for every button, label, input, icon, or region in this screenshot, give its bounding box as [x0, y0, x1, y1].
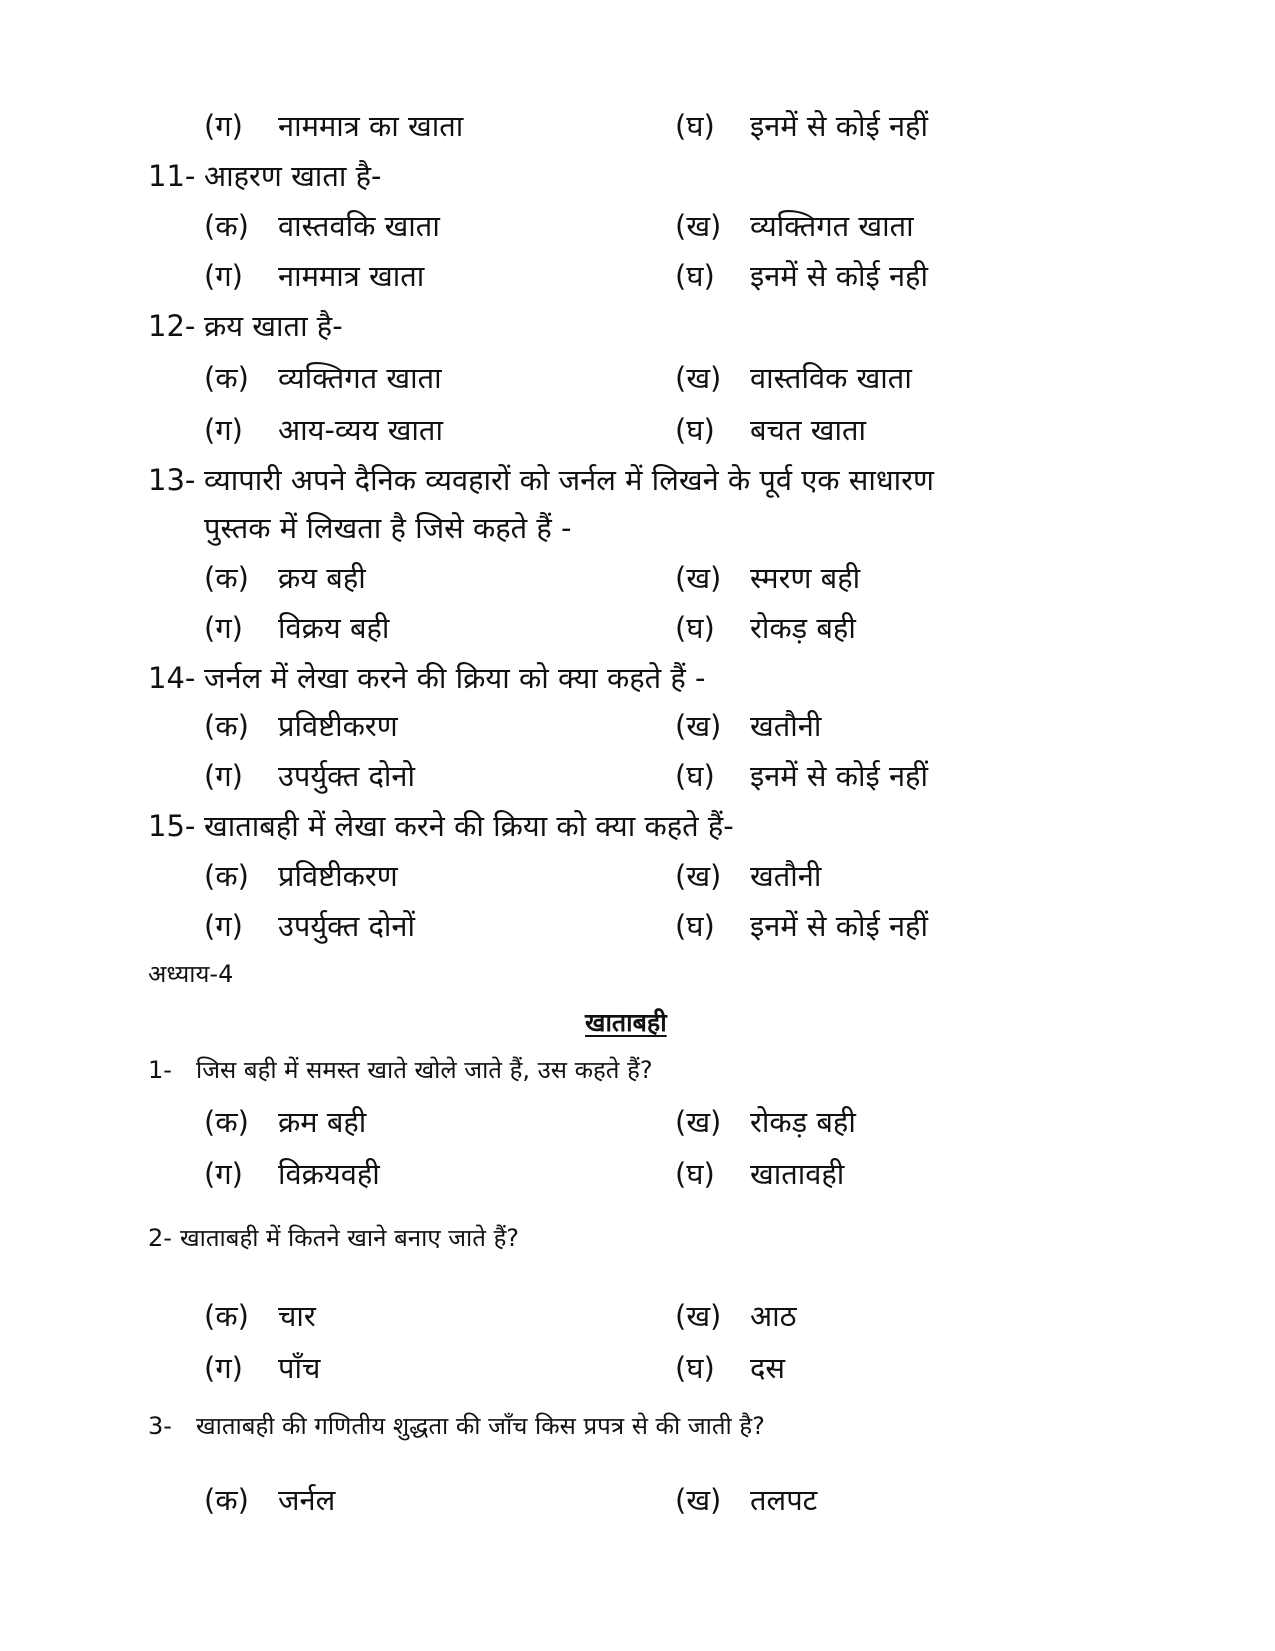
- option-mark: (ख): [675, 561, 722, 595]
- option-text: बचत खाता: [750, 413, 866, 447]
- question-number: 13-: [148, 463, 196, 497]
- question-number: 15-: [148, 809, 196, 843]
- option-mark: (क): [204, 209, 249, 243]
- option-mark: (ख): [675, 1105, 722, 1139]
- question-text-continued: पुस्तक में लिखता है जिसे कहते हैं -: [204, 511, 572, 545]
- option-mark: (क): [204, 1483, 249, 1517]
- option-text: व्यक्तिगत खाता: [750, 209, 914, 243]
- option-text: खतौनी: [750, 859, 822, 893]
- option-mark: (क): [204, 361, 249, 395]
- chapter-label: अध्याय-4: [148, 960, 234, 988]
- question-text: व्यापारी अपने दैनिक व्यवहारों को जर्नल में लिखने के पूर्व एक साधारण: [204, 463, 935, 497]
- option-text: वास्तविक खाता: [750, 361, 912, 395]
- option-mark: (ख): [675, 859, 722, 893]
- option-mark: (घ): [675, 413, 715, 447]
- option-mark: (ग): [204, 109, 243, 143]
- option-text: इनमें से कोई नहीं: [750, 909, 928, 943]
- option-mark: (घ): [675, 109, 715, 143]
- option-text: रोकड़ बही: [750, 611, 856, 645]
- option-mark: (ग): [204, 1351, 243, 1385]
- option-mark: (क): [204, 1299, 249, 1333]
- option-mark: (ग): [204, 759, 243, 793]
- option-text: चार: [278, 1299, 316, 1333]
- section-heading: खाताबही: [585, 1008, 667, 1037]
- option-text: आठ: [750, 1299, 797, 1333]
- option-text: उपर्युक्त दोनों: [278, 909, 415, 943]
- option-mark: (घ): [675, 759, 715, 793]
- question-text: जर्नल में लेखा करने की क्रिया को क्या कहते हैं -: [204, 661, 706, 695]
- option-mark: (क): [204, 859, 249, 893]
- question-number: 3-: [148, 1412, 172, 1440]
- option-text: क्रय बही: [278, 561, 366, 595]
- option-mark: (ग): [204, 611, 243, 645]
- option-mark: (ख): [675, 209, 722, 243]
- option-text: प्रविष्टीकरण: [278, 709, 398, 743]
- option-text: प्रविष्टीकरण: [278, 859, 398, 893]
- question-text: क्रय खाता है-: [204, 309, 343, 343]
- question-number: 12-: [148, 309, 196, 343]
- option-mark: (ख): [675, 1299, 722, 1333]
- option-text: उपर्युक्त दोनो: [278, 759, 415, 793]
- option-text: नाममात्र खाता: [278, 259, 425, 293]
- option-mark: (घ): [675, 909, 715, 943]
- option-mark: (ख): [675, 361, 722, 395]
- question-text: खाताबही में कितने खाने बनाए जाते हैं?: [180, 1224, 520, 1252]
- option-text: पाँच: [278, 1351, 321, 1385]
- option-mark: (ग): [204, 909, 243, 943]
- option-text: इनमें से कोई नहीं: [750, 109, 928, 143]
- option-mark: (क): [204, 561, 249, 595]
- option-text: स्मरण बही: [750, 561, 861, 595]
- option-text: नाममात्र का खाता: [278, 109, 464, 143]
- option-text: खतौनी: [750, 709, 822, 743]
- option-text: विक्रय बही: [278, 611, 390, 645]
- option-mark: (ग): [204, 1157, 243, 1191]
- question-text: खाताबही की गणितीय शुद्धता की जाँच किस प्रपत्र से की जाती है?: [196, 1412, 765, 1440]
- option-text: जर्नल: [278, 1483, 336, 1517]
- option-text: इनमें से कोई नही: [750, 259, 928, 293]
- option-text: आय-व्यय खाता: [278, 413, 443, 447]
- option-text: तलपट: [750, 1483, 818, 1517]
- option-text: इनमें से कोई नहीं: [750, 759, 928, 793]
- option-text: रोकड़ बही: [750, 1105, 856, 1139]
- option-text: खातावही: [750, 1157, 845, 1191]
- option-text: वास्तवकि खाता: [278, 209, 440, 243]
- option-mark: (घ): [675, 611, 715, 645]
- option-mark: (क): [204, 709, 249, 743]
- question-number: 1-: [148, 1056, 172, 1084]
- question-text: खाताबही में लेखा करने की क्रिया को क्या कहते हैं-: [204, 809, 734, 843]
- question-number: 14-: [148, 661, 196, 695]
- option-mark: (घ): [675, 1157, 715, 1191]
- option-text: दस: [750, 1351, 786, 1385]
- option-mark: (ख): [675, 709, 722, 743]
- option-mark: (घ): [675, 259, 715, 293]
- question-number: 2-: [148, 1224, 172, 1252]
- option-mark: (ख): [675, 1483, 722, 1517]
- question-number: 11-: [148, 159, 196, 193]
- option-text: विक्रयवही: [278, 1157, 380, 1191]
- option-mark: (ग): [204, 413, 243, 447]
- question-text: जिस बही में समस्त खाते खोले जाते हैं, उस कहते हैं?: [196, 1056, 653, 1084]
- option-text: व्यक्तिगत खाता: [278, 361, 442, 395]
- option-mark: (घ): [675, 1351, 715, 1385]
- option-mark: (ग): [204, 259, 243, 293]
- question-text: आहरण खाता है-: [204, 159, 382, 193]
- option-text: क्रम बही: [278, 1105, 367, 1139]
- option-mark: (क): [204, 1105, 249, 1139]
